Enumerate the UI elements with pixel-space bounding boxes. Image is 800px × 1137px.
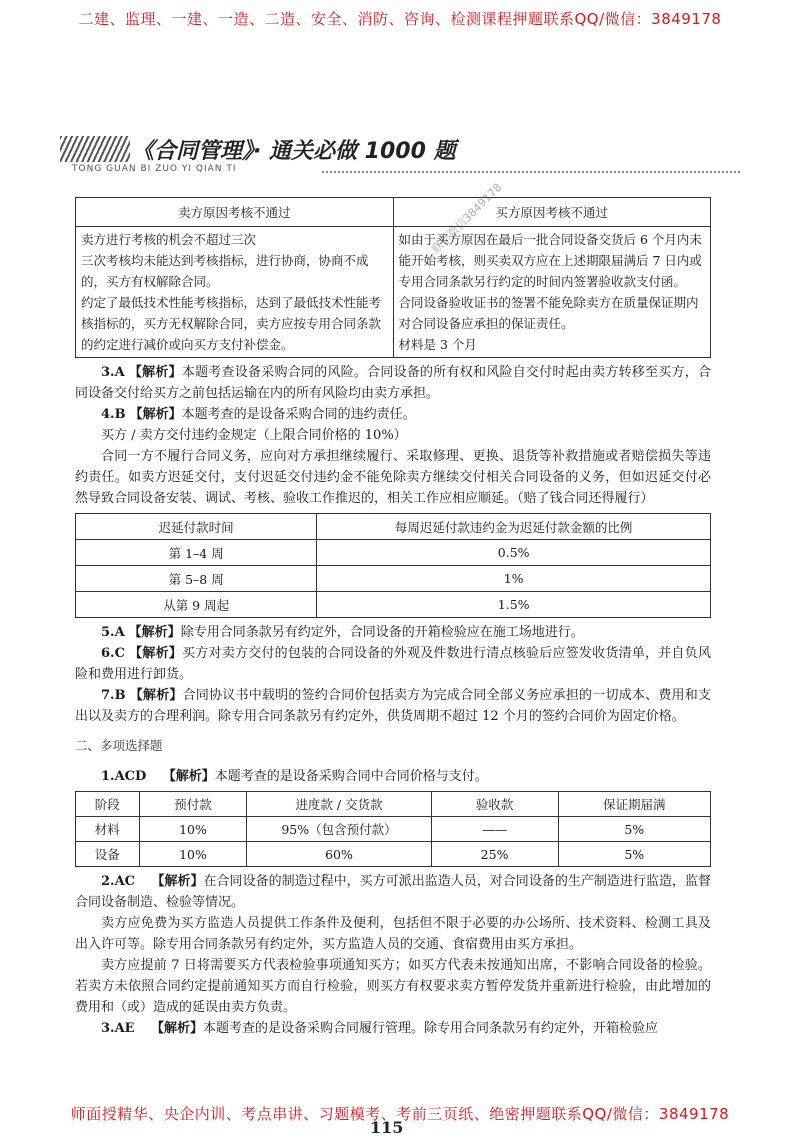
table-cell: 设备: [76, 842, 140, 867]
answer-paragraph: [75, 362, 711, 404]
body-paragraph: 合同一方不履行合同义务，应向对方承担继续履行、采取修理、更换、退货等补救措施或者赔偿损失等违约责任。如卖方迟延交付，支付迟延交付违约金不能免除卖方继续交付相关合同设备的义务，但如迟延交付必然导致合同设备安装、调试、考核、验收工作推迟的，相关工作应相应顺延。（赔了钱合同还得履行）: [75, 449, 711, 506]
table-cell: [393, 227, 711, 358]
cell-line: 卖方进行考核的机会不超过三次: [81, 232, 257, 247]
answer-number: 1.ACD: [101, 769, 147, 784]
analysis-tag: 【解析】: [129, 688, 183, 703]
answer-number: 3.AE: [101, 1021, 135, 1036]
answer-text: 本题考查的是设备采购合同的违约责任。: [181, 407, 416, 422]
analysis-tag: 【解析】: [128, 625, 181, 640]
table-cell: 5%: [558, 842, 710, 867]
payment-stage-table: [75, 791, 711, 867]
analysis-tag: 【解析】: [151, 874, 204, 889]
book-header: [60, 130, 740, 182]
table-header-cell: 验收款: [431, 792, 558, 817]
analysis-tag: 【解析】: [150, 1021, 203, 1036]
section-title: 二、多项选择题: [75, 738, 163, 753]
answer-number: 3.A: [101, 365, 125, 380]
body-paragraph: 卖方应免费为买方监造人员提供工作条件及便利，包括但不限于必要的办公场所、技术资料、检测工具及出入许可等。除专用合同条款另有约定外，买方监造人员的交通、食宿费用由买方承担。: [75, 916, 711, 952]
book-pinyin: TONG GUAN BI ZUO YI QIAN TI: [72, 164, 237, 174]
body-paragraph: 买方 / 卖方交付违约金规定（上限合同价格的 10%）: [101, 428, 407, 443]
watermark: 联系微信3849178: [429, 180, 505, 256]
table-header-cell: 阶段: [76, 792, 140, 817]
table-cell: 材料: [76, 817, 140, 842]
table-cell: ——: [431, 817, 558, 842]
bottom-ad-banner: 师面授精华、央企内训、考点串讲、习题模考、考前三页纸、绝密押题联系QQ/微信：3849178: [70, 1105, 730, 1123]
analysis-tag: 【解析】: [128, 646, 183, 661]
answer-number: 2.AC: [101, 874, 136, 889]
table-row: [76, 227, 711, 358]
answer-text: 在合同设备的制造过程中，买方可派出监造人员，对合同设备的生产制造进行监造，监督合同设备制造、检验等情况。: [75, 874, 711, 910]
answer-text: 本题考查的是设备采购合同中合同价格与支付。: [214, 769, 488, 784]
table-cell: 25%: [431, 842, 558, 867]
table-cell: 0.5%: [317, 540, 711, 566]
answer-paragraph: [75, 871, 711, 913]
table-cell: 从第 9 周起: [76, 592, 317, 618]
answer-text: 本题考查的是设备采购合同履行管理。除专用合同条款另有约定外，开箱检验应: [203, 1021, 659, 1036]
analysis-tag: 【解析】: [128, 365, 182, 380]
body-paragraph: 卖方应提前 7 日将需要买方代表检验事项通知买方；如买方代表未按通知出席，不影响合同设备的检验。若卖方未依照合同约定提前通知买方而自行检验，则买方有权要求卖方暂停发货并重新进行检验，由此增加的费用和（或）造成的延误由卖方负责。: [75, 958, 711, 1015]
page-number: 115: [370, 1118, 404, 1137]
table-header-cell: 保证期届满: [558, 792, 710, 817]
inspection-compare-table: [75, 197, 711, 358]
top-ad-banner: 二建、监理、一建、一造、二造、安全、消防、咨询、检测课程押题联系QQ/微信：3849178: [78, 10, 722, 28]
answer-paragraph: [75, 766, 711, 787]
table-cell: 60%: [247, 842, 431, 867]
table-header-cell: 进度款 / 交货款: [247, 792, 431, 817]
answer-text: 除专用合同条款另有约定外，合同设备的开箱检验应在施工场地进行。: [180, 625, 584, 640]
answer-paragraph: [75, 643, 711, 685]
table-cell: 1.5%: [317, 592, 711, 618]
header-rule: [322, 171, 740, 173]
cell-line: 如由于买方原因在最后一批合同设备交货后 6 个月内未能开始考核，则买卖双方应在上述期限届满后 7 日内或专用合同条款另行约定的时间内签署验收款支付函。: [398, 232, 702, 289]
table-cell: 第 1–4 周: [76, 540, 317, 566]
table-cell: [76, 227, 394, 358]
cell-line: 约定了最低技术性能考核指标，达到了最低技术性能考核指标的，买方无权解除合同，卖方应按专用合同条款的约定进行减价或向买方支付补偿金。: [81, 295, 382, 352]
answer-text: 本题考查设备采购合同的风险。合同设备的所有权和风险自交付时起由卖方转移至买方，合同设备交付给买方之前包括运输在内的所有风险均由卖方承担。: [75, 365, 711, 401]
answer-number: 7.B: [101, 688, 126, 703]
answer-paragraph: [75, 1018, 711, 1039]
answer-paragraph: [75, 622, 711, 643]
cell-line: 合同设备验收证书的签署不能免除卖方在质量保证期内对合同设备应承担的保证责任。: [398, 295, 699, 331]
table-cell: 1%: [317, 566, 711, 592]
table-cell: 95%（包含预付款）: [247, 817, 431, 842]
answer-text: 买方对卖方交付的包装的合同设备的外观及件数进行清点核验后应签发收货清单，并自负风险和费用进行卸货。: [75, 646, 711, 682]
answer-number: 6.C: [101, 646, 125, 661]
answer-paragraph: [75, 685, 711, 727]
answer-number: 5.A: [101, 625, 125, 640]
late-payment-table: [75, 513, 711, 618]
table-header-cell: 每周迟延付款违约金为迟延付款金额的比例: [317, 514, 711, 540]
answer-text: 合同协议书中载明的签约合同价包括卖方为完成合同全部义务应承担的一切成本、费用和支出以及卖方的合理利润。除专用合同条款另有约定外，供货周期不超过 12 个月的签约合同价为固定价格。: [75, 688, 711, 724]
answer-paragraph: [75, 404, 711, 425]
header-hatch-decoration: [60, 136, 130, 162]
table-row: [76, 842, 711, 867]
book-title: 《合同管理》· 通关必做 1000 题: [132, 139, 456, 164]
table-header-cell: 预付款: [139, 792, 247, 817]
cell-line: 三次考核均未能达到考核指标，进行协商，协商不成的，买方有权解除合同。: [81, 253, 369, 289]
table-header-cell: 卖方原因考核不通过: [76, 198, 394, 227]
table-header-row: [76, 792, 711, 817]
table-cell: 5%: [558, 817, 710, 842]
answer-number: 4.B: [101, 407, 126, 422]
page-content: [75, 197, 711, 1039]
table-row: [76, 566, 711, 592]
analysis-tag: 【解析】: [162, 769, 215, 784]
table-header-row: [76, 514, 711, 540]
table-cell: 第 5–8 周: [76, 566, 317, 592]
table-row: [76, 592, 711, 618]
table-cell: 10%: [139, 817, 247, 842]
table-header-cell: 买方原因考核不通过: [393, 198, 711, 227]
table-header-row: [76, 198, 711, 227]
cell-line: 材料是 3 个月: [398, 337, 477, 352]
table-header-cell: 迟延付款时间: [76, 514, 317, 540]
table-row: [76, 817, 711, 842]
analysis-tag: 【解析】: [129, 407, 182, 422]
table-cell: 10%: [139, 842, 247, 867]
table-row: [76, 540, 711, 566]
